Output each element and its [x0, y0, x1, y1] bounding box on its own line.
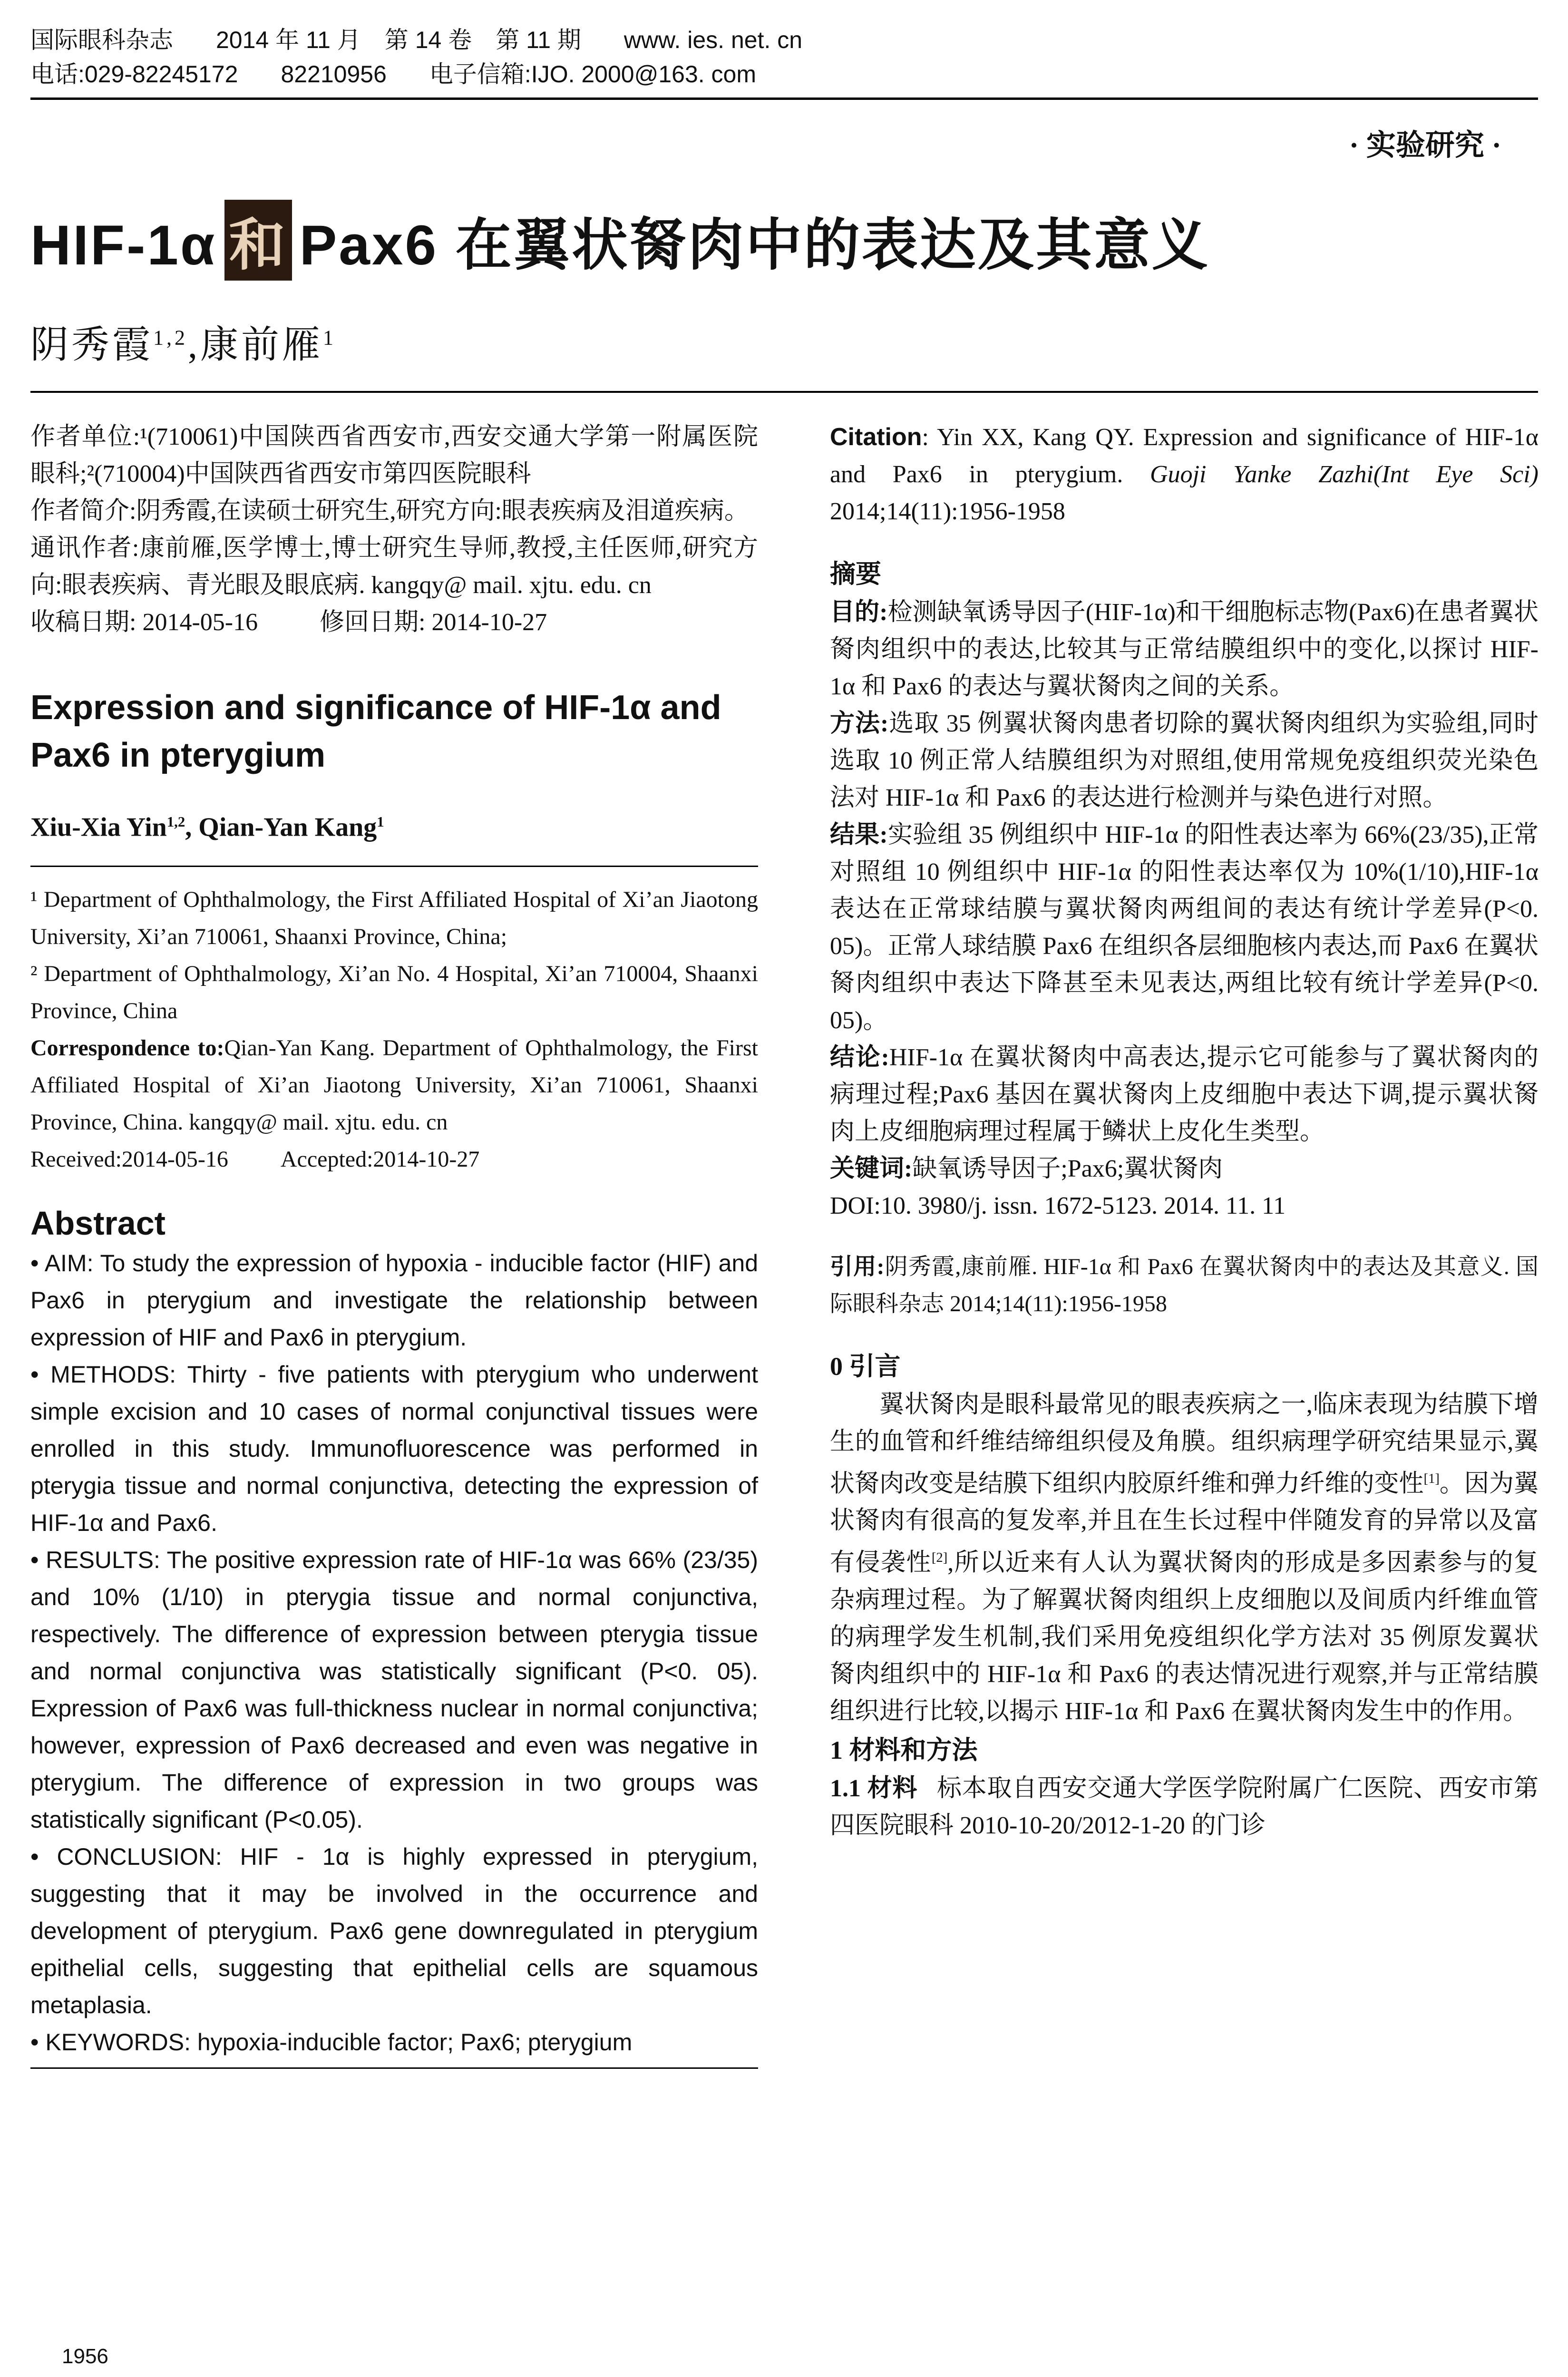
intro-text-b: 。因为翼状胬肉有很高的复发率,并且在生长过程中伴随发育的异常以及富有侵袭性 — [830, 1470, 1539, 1577]
cn-abstract-conclusion — [830, 1039, 1539, 1150]
citation-label: Citation — [830, 423, 922, 451]
methods-materials — [830, 1770, 1539, 1844]
en-dates — [30, 1141, 758, 1178]
running-header — [30, 23, 1538, 91]
cn-results-text: 实验组 35 例组织中 HIF-1α 的阳性表达率为 66%(23/35),正常对照组 10 例组织中 HIF-1α 的阳性表达率仅为 10%(1/10),HIF-1α 表达在正常球结膜与翼状胬肉两组间的表达有统计学差异(P<0. 05)。正常人球结膜 Pax6 在组织各层细胞核内表达,而 Pax6 在翼状胬肉组织中表达下降甚至未见表达,两组比较有统计学差异(P<0. 05)。 — [830, 821, 1539, 1034]
materials-text: 标本取自西安交通大学医学院附属广仁医院、西安市第四医院眼科 2010-10-20/2012-1-20 的门诊 — [830, 1774, 1539, 1839]
journal-name: 国际眼科杂志 — [30, 27, 173, 53]
phone-2: 82210956 — [281, 61, 387, 88]
cn-keywords-text: 缺氧诱导因子;Pax6;翼状胬肉 — [912, 1155, 1223, 1182]
phone: 电话:029-82245172 — [30, 61, 238, 88]
author-2-sup: 1 — [323, 326, 336, 350]
en-author-2: Qian-Yan Kang — [198, 812, 377, 842]
title-part-2: 和 — [224, 200, 292, 281]
methods-heading: 1 材料和方法 — [830, 1735, 978, 1764]
citation-tail: 2014;14(11):1956-1958 — [830, 498, 1065, 525]
cn-conclusion-label: 结论: — [830, 1044, 889, 1071]
abstract-heading: Abstract — [30, 1204, 166, 1242]
cn-abstract-methods — [830, 705, 1539, 817]
intro-paragraph — [830, 1386, 1539, 1730]
en-title: Expression and significance of HIF-1α and Pax6 in pterygium — [30, 689, 721, 774]
author-1-cn: 阴秀霞 — [30, 324, 153, 366]
cn-author-bio: 作者简介:阴秀霞,在读硕士研究生,研究方向:眼表疾病及泪道疾病。 — [30, 497, 749, 525]
cn-doi[interactable]: DOI:10. 3980/j. issn. 1672-5123. 2014. 11. 11 — [830, 1192, 1286, 1219]
cn-conclusion-text: HIF-1α 在翼状胬肉中高表达,提示它可能参与了翼状胬肉的病理过程;Pax6 基因在翼状胬肉上皮细胞中表达下调,提示翼状胬肉上皮细胞病理过程属于鳞状上皮化生类型。 — [830, 1044, 1539, 1145]
title-rule — [30, 391, 1538, 393]
cn-aim-label: 目的: — [830, 599, 888, 626]
cn-revised: 修回日期: 2014-10-27 — [320, 609, 547, 636]
abstract-methods: • METHODS: Thirty - five patients with pterygium who underwent simple excision and 10 cases of normal conjunctival tissues were enrolled in this study. Immunofluorescence was performed in pterygia tissue and normal conjunctiva, detecting the expression of HIF-1α and Pax6. — [30, 1361, 758, 1536]
title-part-3: Pax6 在翼状胬肉中的表达及其意义 — [299, 214, 1210, 277]
title-part-1: HIF-1α — [30, 214, 217, 277]
abstract-results: • RESULTS: The positive expression rate of HIF-1α was 66% (23/35) and 10% (1/10) in pterygia tissue and normal conjunctiva, respectively. The difference of expression between pterygia tissue and normal conjunctiva was statistically significant (P<0. 05). Expression of Pax6 was full-thickness nuclear in normal conjunctiva; however, expression of Pax6 decreased and even was negative in pterygium. The difference of expression in two groups was statistically significant (P<0.05). — [30, 1546, 758, 1833]
cn-citation-label: 引用: — [830, 1254, 885, 1279]
cn-dates — [30, 604, 758, 641]
header-line-2 — [30, 57, 1538, 91]
en-corr-label: Correspondence to: — [30, 1035, 224, 1061]
intro-text-a: 翼状胬肉是眼科最常见的眼表疾病之一,临床表现为结膜下增生的血管和纤维结缔组织侵及角膜。组织病理学研究结果显示,翼状胬肉改变是结膜下组织内胶原纤维和弹力纤维的变性 — [830, 1391, 1539, 1498]
cn-abstract-aim — [830, 594, 1539, 705]
en-correspondence — [30, 1030, 758, 1141]
right-column — [830, 419, 1539, 1844]
en-authors: Xiu-Xia Yin$^{1,2}$, Qian-Yan Kang$^1$ — [30, 812, 384, 842]
cn-abstract-heading: 摘要 — [830, 560, 881, 588]
author-2-cn: 康前雁 — [200, 324, 323, 366]
cn-methods-label: 方法: — [830, 710, 889, 737]
address-rule — [30, 866, 758, 867]
citation-text: : Yin XX, Kang QY. Expression and significance of HIF-1α and Pax6 in pterygium. — [830, 424, 1539, 488]
cn-results-label: 结果: — [830, 821, 888, 848]
page-title — [30, 200, 1210, 281]
issue-info: 2014 年 11 月 第 14 卷 第 11 期 — [216, 27, 581, 53]
intro-text-c: ,所以近来有人认为翼状胬肉的形成是多因素参与的复杂病理过程。为了解翼状胬肉组织上皮细胞以及间质内纤维血管的病理学发生机制,我们采用免疫组织化学方法对 35 例原发翼状胬肉组织中的 HIF-1α 和 Pax6 的表达情况进行观察,并与正常结膜组织进行比较,以揭示 HIF-1α 和 Pax6 在翼状胬肉发生中的作用。 — [830, 1549, 1539, 1725]
cn-abstract-results — [830, 817, 1539, 1039]
author-1-sup: 1,2 — [153, 326, 188, 350]
abstract-aim: • AIM: To study the expression of hypoxia - inducible factor (HIF) and Pax6 in pterygium and investigate the relationship between expression of HIF and Pax6 in pterygium. — [30, 1249, 758, 1351]
en-corr-text: Qian-Yan Kang. Department of Ophthalmology, the First Affiliated Hospital of Xi’an Jiaotong University, Xi’an 710061, Shaanxi Province, China. kangqy@ mail. xjtu. edu. cn — [30, 1035, 758, 1135]
en-affiliation-2: ² Department of Ophthalmology, Xi’an No. 4 Hospital, Xi’an 710004, Shaanxi Province, China — [30, 961, 758, 1023]
intro-heading: 0 引言 — [830, 1352, 901, 1381]
en-author-2-sup: 1 — [377, 814, 384, 830]
ref-1[interactable]: [1] — [1423, 1471, 1440, 1486]
cn-citation-text: 阴秀霞,康前雁. HIF-1α 和 Pax6 在翼状胬肉中的表达及其意义. 国际眼科杂志 2014;14(11):1956-1958 — [830, 1254, 1539, 1316]
citation — [830, 419, 1539, 530]
authors-cn — [30, 314, 336, 369]
cn-aim-text: 检测缺氧诱导因子(HIF-1α)和干细胞标志物(Pax6)在患者翼状胬肉组织中的表达,比较其与正常结膜组织中的变化,以探讨 HIF-1α 和 Pax6 的表达与翼状胬肉之间的关系。 — [830, 599, 1539, 700]
email[interactable]: 电子信箱:IJO. 2000@163. com — [429, 61, 757, 88]
cn-keywords-label: 关键词: — [830, 1155, 913, 1182]
website[interactable]: www. ies. net. cn — [623, 27, 803, 53]
header-rule — [30, 97, 1538, 100]
section-tag: · 实验研究 · — [1349, 129, 1501, 162]
cn-received: 收稿日期: 2014-05-16 — [30, 609, 258, 636]
en-received: Received:2014-05-16 — [30, 1146, 228, 1172]
ref-2[interactable]: [2] — [931, 1550, 948, 1566]
en-author-1: Xiu-Xia Yin — [30, 812, 167, 842]
cn-correspondence: 通讯作者:康前雁,医学博士,博士研究生导师,教授,主任医师,研究方向:眼表疾病、青光眼及眼底病. kangqy@ mail. xjtu. edu. cn — [30, 535, 758, 599]
cn-affiliation: 作者单位:¹(710061)中国陕西省西安市,西安交通大学第一附属医院眼科;²(710004)中国陕西省西安市第四医院眼科 — [30, 423, 758, 487]
page-number: 1956 — [62, 2345, 108, 2368]
cn-methods-text: 选取 35 例翼状胬肉患者切除的翼状胬肉组织为实验组,同时选取 10 例正常人结膜组织为对照组,使用常规免疫组织荧光染色法对 HIF-1α 和 Pax6 的表达进行检测并与染色进行对照。 — [830, 710, 1539, 811]
materials-heading: 1.1 材料 — [830, 1774, 918, 1802]
abstract-keywords: • KEYWORDS: hypoxia-inducible factor; Pax6; pterygium — [30, 2028, 633, 2056]
abstract-conclusion: • CONCLUSION: HIF - 1α is highly expressed in pterygium, suggesting that it may be involved in the occurrence and development of pterygium. Pax6 gene downregulated in pterygium epithelial cells, suggesting that epithelial cells are squamous metaplasia. — [30, 1843, 758, 2018]
left-column — [30, 419, 758, 2069]
en-affiliation-1: ¹ Department of Ophthalmology, the First Affiliated Hospital of Xi’an Jiaotong University, Xi’an 710061, Shaanxi Province, China; — [30, 887, 758, 949]
citation-journal: Guoji Yanke Zazhi(Int Eye Sci) — [1150, 461, 1539, 488]
cn-citation — [830, 1248, 1539, 1323]
en-accepted: Accepted:2014-10-27 — [280, 1146, 480, 1172]
cn-abstract-keywords — [830, 1150, 1539, 1188]
header-line-1 — [30, 23, 1538, 57]
author-sep: , — [188, 324, 200, 366]
en-author-1-sup: 1,2 — [166, 814, 185, 830]
abstract-rule — [30, 2067, 758, 2069]
